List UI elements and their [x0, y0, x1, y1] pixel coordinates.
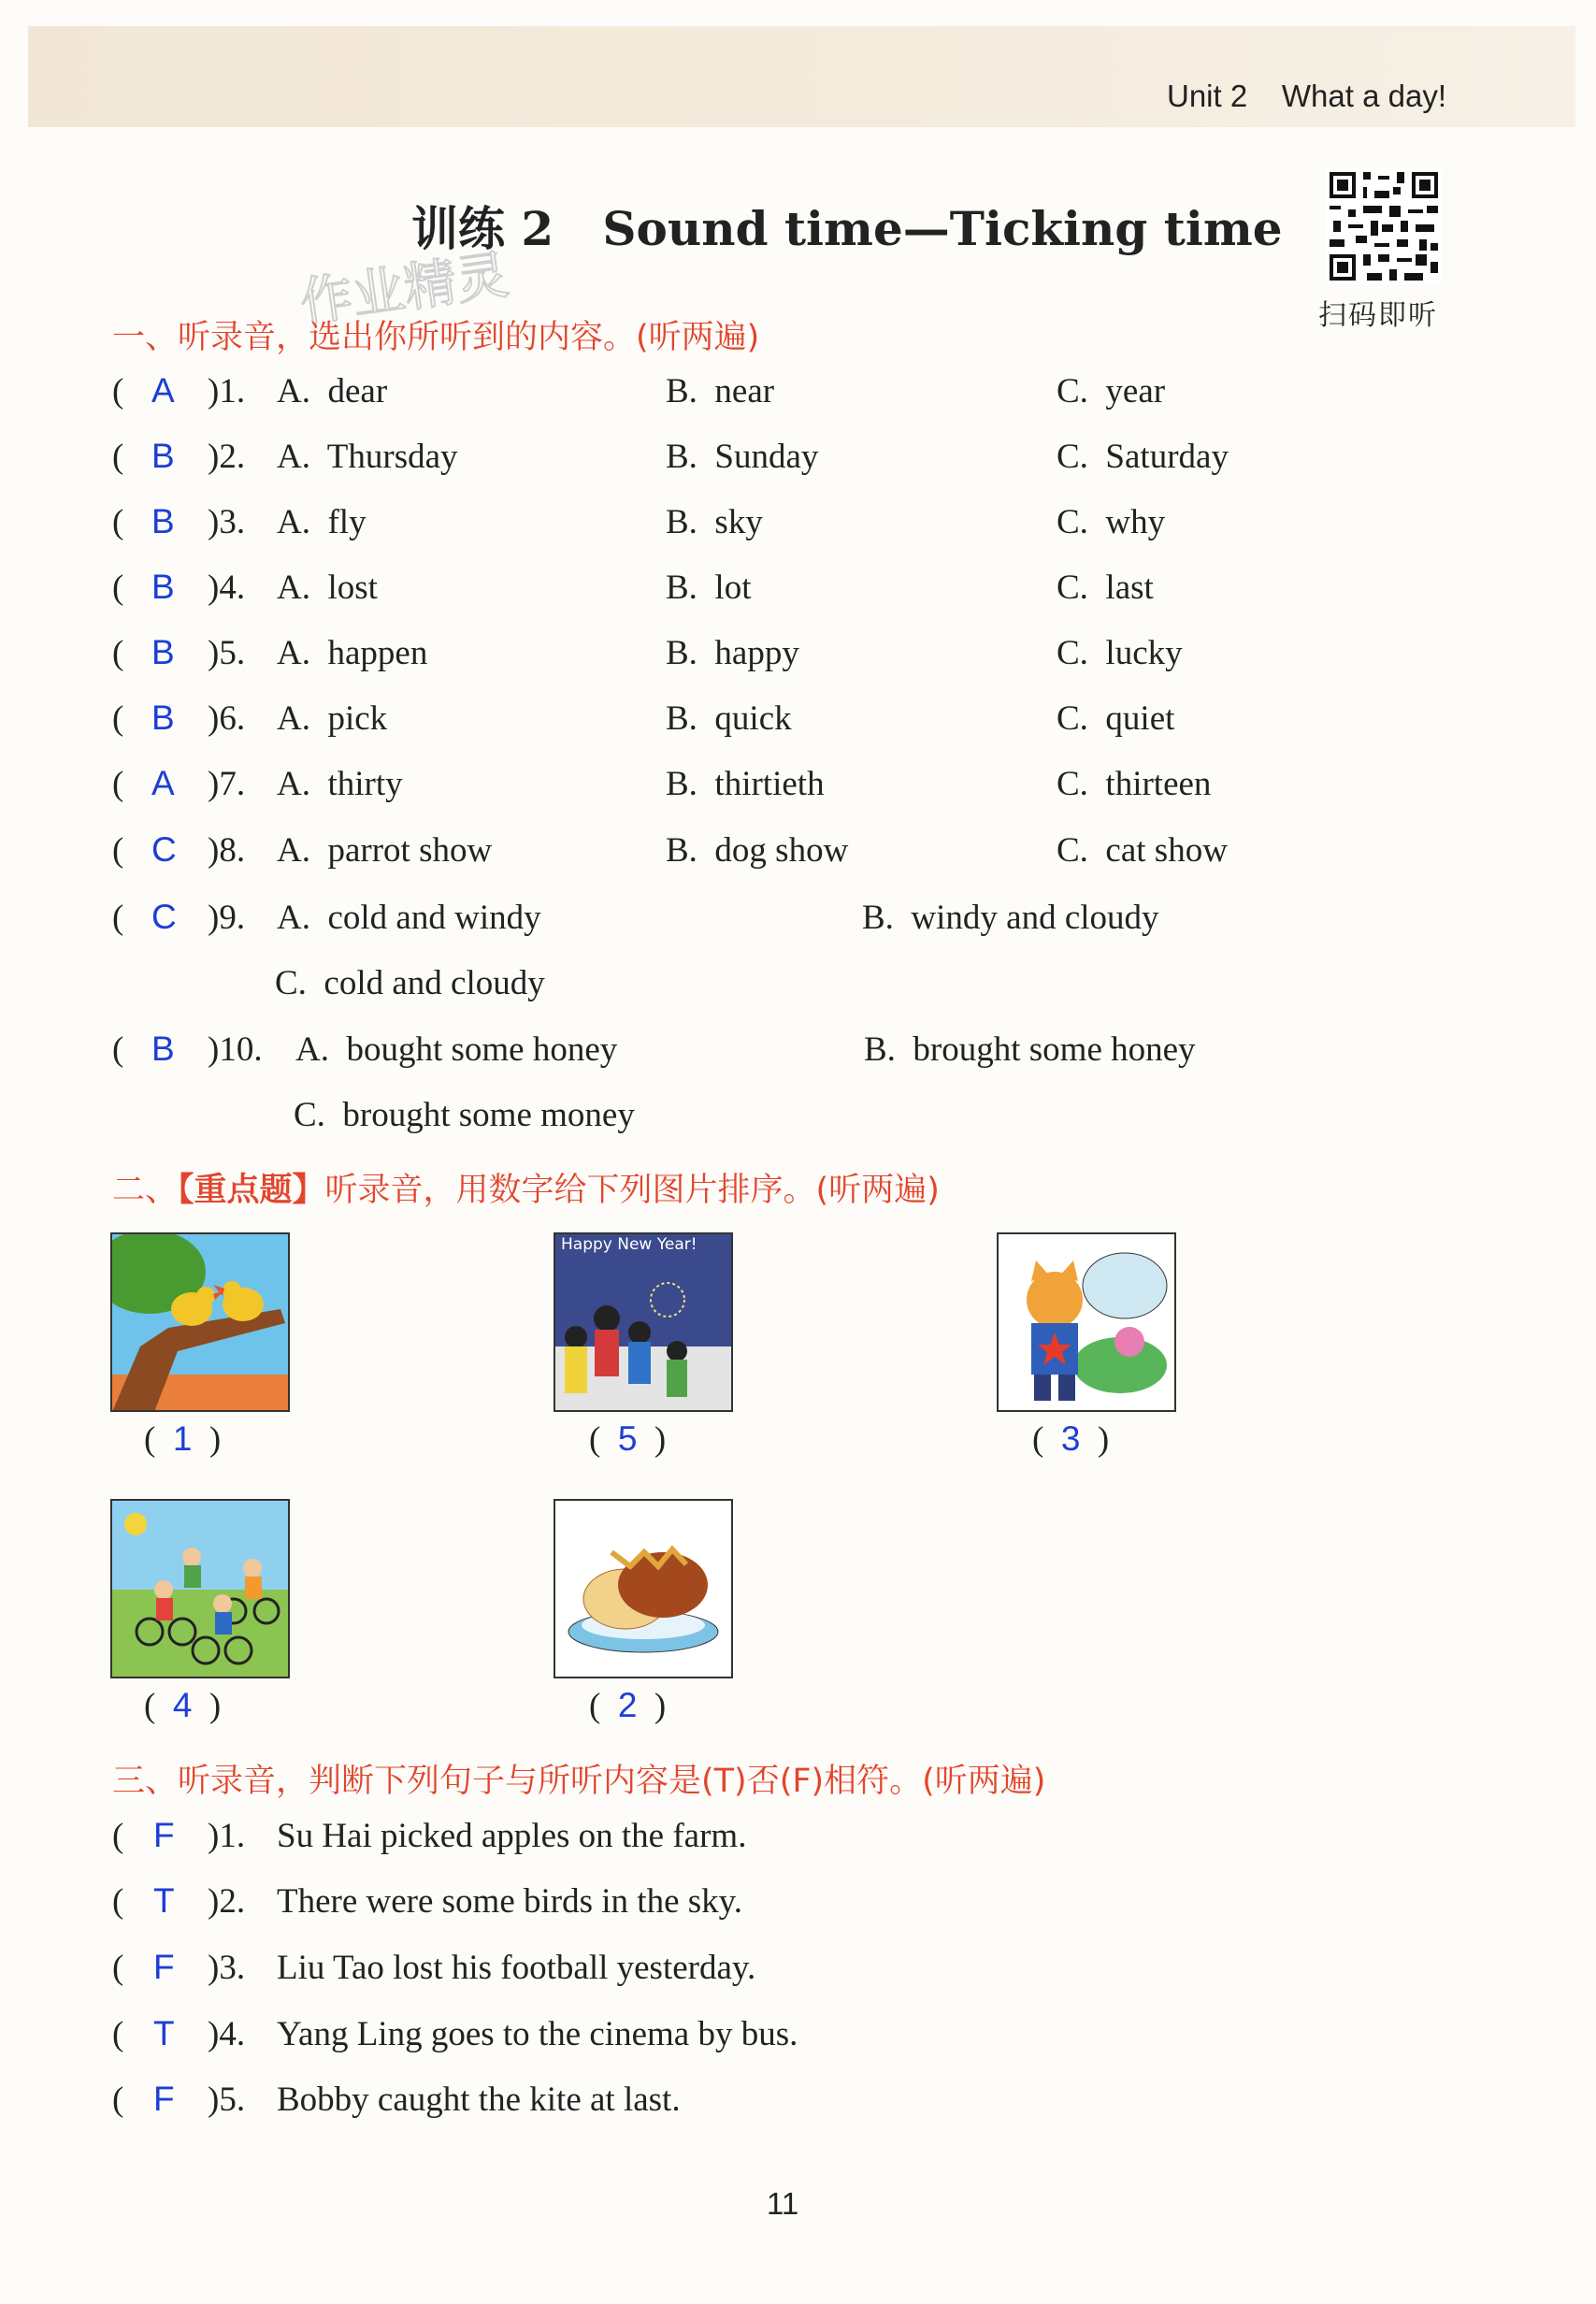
- watermark: 作业精灵: [296, 244, 513, 335]
- answer: F: [153, 2080, 175, 2118]
- svg-text:Happy New Year!: Happy New Year!: [561, 1235, 697, 1254]
- picture-answer-5: ( 2 ): [589, 1686, 667, 1725]
- picture-birds-in-tree: [110, 1232, 290, 1412]
- option-b: B. near: [666, 372, 775, 410]
- statement-row-5: ( F )5. Bobby caught the kite at last.: [112, 2080, 681, 2119]
- option-a: A. Thursday: [277, 438, 458, 476]
- picture-answer-1: ( 1 ): [144, 1419, 222, 1459]
- option-c: C. quiet: [1057, 699, 1175, 738]
- option-b: B. quick: [666, 699, 792, 738]
- answer: T: [153, 2014, 175, 2052]
- option-a: A. cold and windy: [277, 899, 541, 937]
- question-row-5: ( B )5. A. happen B. happy C. lucky: [112, 633, 1183, 672]
- option-a: A. fly: [277, 503, 367, 541]
- section1-heading: 一、听录音，选出你所听到的内容。(听两遍): [112, 319, 760, 356]
- answer: T: [153, 1881, 175, 1920]
- option-b: B. dog show: [666, 831, 849, 870]
- option-a: A. happen: [277, 634, 428, 672]
- qr-caption: 扫码即听: [1318, 299, 1438, 332]
- picture-roast-turkey: [554, 1499, 733, 1678]
- answer: B: [151, 568, 175, 606]
- option-b: B. thirtieth: [666, 765, 825, 803]
- option-b: B. windy and cloudy: [862, 899, 1159, 937]
- statement-text: There were some birds in the sky.: [277, 1882, 742, 1921]
- option-b: B. happy: [666, 634, 799, 672]
- picture-cat-and-mouse: [997, 1232, 1176, 1412]
- answer: C: [151, 898, 177, 936]
- question-row-7: ( A )7. A. thirty B. thirtieth C. thirteen: [112, 764, 1212, 803]
- picture-answer-3: ( 3 ): [1032, 1419, 1110, 1459]
- question-row-10: ( B )10. A. bought some honey B. brought some honey: [112, 1030, 1196, 1069]
- question-row-6: ( B )6. A. pick B. quick C. quiet: [112, 698, 1175, 738]
- question-row-9-c: [0, 963, 1596, 1019]
- option-a: A. thirty: [277, 765, 403, 803]
- option-c: C. cold and cloudy: [275, 964, 545, 1002]
- picture-answer-2: ( 5 ): [589, 1419, 667, 1459]
- question-row-10-c: [0, 1095, 1596, 1151]
- option-c: C. Saturday: [1057, 438, 1229, 476]
- statement-row-2: ( T )2. There were some birds in the sky.: [112, 1881, 742, 1921]
- question-row-4: ( B )4. A. lost B. lot C. last: [112, 568, 1154, 607]
- statement-text: Su Hai picked apples on the farm.: [277, 1817, 747, 1855]
- option-c: C. last: [1057, 569, 1154, 607]
- option-a: A. parrot show: [277, 831, 493, 870]
- answer: B: [151, 698, 175, 737]
- picture-children-cycling: [110, 1499, 290, 1678]
- question-row-1: ( A )1. A. dear B. near C. year: [112, 371, 1166, 410]
- option-a: A. pick: [277, 699, 388, 738]
- option-a: A. dear: [277, 372, 388, 410]
- answer: A: [151, 371, 175, 410]
- answer: B: [151, 502, 175, 540]
- picture-answer-4: ( 4 ): [144, 1686, 222, 1725]
- statement-text: Yang Ling goes to the cinema by bus.: [277, 2015, 798, 2053]
- option-b: B. sky: [666, 503, 763, 541]
- picture-happy-new-year: [554, 1232, 733, 1412]
- answer: B: [151, 633, 175, 671]
- option-b: B. Sunday: [666, 438, 819, 476]
- answer: A: [151, 764, 175, 802]
- answer: F: [153, 1816, 175, 1854]
- answer: F: [153, 1948, 175, 1986]
- page-number: 11: [767, 2186, 799, 2221]
- option-b: B. brought some honey: [864, 1030, 1196, 1069]
- option-c: C. why: [1057, 503, 1166, 541]
- section2-heading: 二、【重点题】听录音，用数字给下列图片排序。(听两遍): [112, 1172, 940, 1209]
- option-c: C. thirteen: [1057, 765, 1212, 803]
- option-a: A. lost: [277, 569, 378, 607]
- unit-header: Unit 2 What a day!: [1167, 79, 1446, 113]
- answer: B: [151, 437, 175, 475]
- qr-code-icon[interactable]: [1326, 168, 1442, 284]
- option-c: C. lucky: [1057, 634, 1183, 672]
- section3-heading: 三、听录音，判断下列句子与所听内容是(T)否(F)相符。(听两遍): [112, 1763, 1046, 1800]
- option-c: C. year: [1057, 372, 1166, 410]
- statement-row-4: ( T )4. Yang Ling goes to the cinema by bus.: [112, 2014, 798, 2053]
- statement-row-1: ( F )1. Su Hai picked apples on the farm.: [112, 1816, 747, 1855]
- option-a: A. bought some honey: [295, 1030, 618, 1069]
- statement-text: Bobby caught the kite at last.: [277, 2081, 681, 2119]
- option-c: C. brought some money: [294, 1096, 635, 1134]
- answer: C: [151, 830, 177, 869]
- question-row-8: ( C )8. A. parrot show B. dog show C. cat show: [112, 830, 1228, 870]
- statement-text: Liu Tao lost his football yesterday.: [277, 1949, 756, 1987]
- question-row-3: ( B )3. A. fly B. sky C. why: [112, 502, 1166, 541]
- question-row-2: ( B )2. A. Thursday B. Sunday C. Saturday: [112, 437, 1229, 476]
- option-c: C. cat show: [1057, 831, 1228, 870]
- statement-row-3: ( F )3. Liu Tao lost his football yesterday.: [112, 1948, 756, 1987]
- option-b: B. lot: [666, 569, 752, 607]
- question-row-9: ( C )9. A. cold and windy B. windy and cloudy: [112, 898, 1159, 937]
- page-title: 训练 2 Sound time—Ticking time: [411, 201, 1283, 256]
- answer: B: [151, 1030, 175, 1068]
